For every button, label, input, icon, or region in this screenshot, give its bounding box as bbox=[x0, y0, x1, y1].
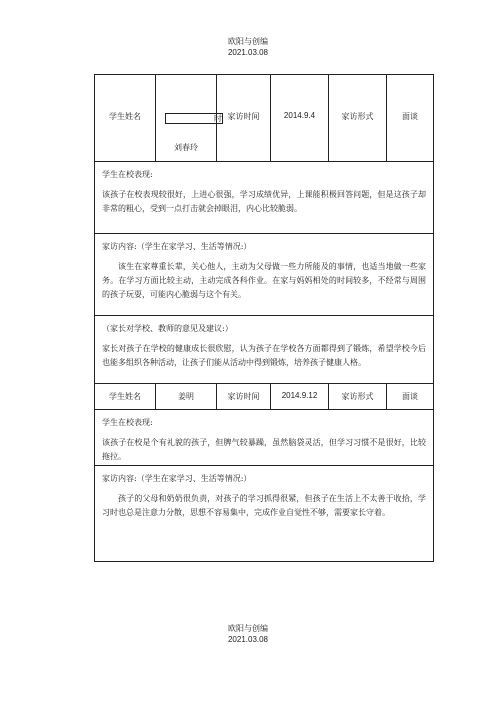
footer-brand: 欧阳与创编 bbox=[228, 624, 268, 633]
student-label-cell bbox=[95, 75, 155, 161]
visit-form: 面谈 bbox=[402, 112, 418, 121]
visit-content-label: 家访内容:（学生在家学习、生活等情况:） bbox=[102, 474, 252, 483]
parent-opinion-label: （家长对学校、教师的意见及建议:） bbox=[102, 324, 233, 333]
student-name: 姜明 bbox=[178, 392, 194, 401]
page-footer bbox=[0, 623, 496, 645]
visit-form-cell bbox=[386, 384, 433, 409]
visit-form-label: 家访形式 bbox=[341, 112, 374, 121]
visit-content-label: 家访内容:（学生在家学习、生活等情况:） bbox=[102, 242, 252, 251]
header-date: 2021.03.08 bbox=[227, 48, 269, 57]
visit-form-label: 家访形式 bbox=[341, 392, 374, 401]
name-box-char: 时 bbox=[214, 114, 222, 123]
home-visit-table bbox=[94, 74, 434, 562]
visit-time-label-cell bbox=[216, 384, 270, 409]
visit-form-label-cell bbox=[328, 384, 386, 409]
record1-info-row bbox=[95, 75, 433, 161]
record2-content-section bbox=[95, 465, 433, 561]
footer-date: 2021.03.08 bbox=[227, 635, 269, 644]
visit-time-label-cell bbox=[216, 75, 270, 161]
school-performance-label: 学生在校表现: bbox=[102, 170, 153, 179]
visit-time-cell bbox=[270, 384, 328, 409]
student-label: 学生姓名 bbox=[109, 392, 141, 401]
record1-school-section bbox=[95, 161, 433, 233]
visit-time-label: 家访时间 bbox=[227, 392, 260, 401]
record1-content-section bbox=[95, 233, 433, 315]
visit-time-label: 家访时间 bbox=[227, 112, 260, 121]
school-performance-text: 该孩子在校表现较很好，上进心很强，学习成绩优异，上课能积极回答问题，但是这孩子却非常的粗心，受到一点打击就会掉眼泪，内心比较脆弱。 bbox=[102, 190, 426, 213]
visit-time: 2014.9.4 bbox=[283, 111, 316, 120]
record2-school-section bbox=[95, 409, 433, 465]
visit-time-cell bbox=[270, 75, 328, 161]
student-name: 刘春玲 bbox=[174, 143, 198, 152]
parent-opinion-text: 家长对孩子在学校的健康成长很欣慰，认为孩子在学校各方面都得到了锻炼，希望学校今后也能多组织各种活动，让孩子们能从活动中得到锻炼，培养孩子健康人格。 bbox=[102, 344, 426, 367]
visit-form-label-cell bbox=[328, 75, 386, 161]
visit-form-cell bbox=[386, 75, 433, 161]
record1-opinion-section bbox=[95, 315, 433, 383]
school-performance-text: 该孩子在校是个有礼貌的孩子，但脾气较暴躁，虽然脑袋灵活，但学习习惯不是很好，比较拖拉。 bbox=[102, 438, 426, 461]
header-brand: 欧阳与创编 bbox=[228, 37, 268, 46]
visit-form: 面谈 bbox=[402, 392, 418, 401]
student-label: 学生姓名 bbox=[109, 112, 141, 121]
visit-content-text: 孩子的父母和奶奶很负责，对孩子的学习抓得很紧，但孩子在生活上不太善于收拾，学习时也总是注意力分散，思想不容易集中，完成作业自觉性不够，需要家长守着。 bbox=[102, 494, 426, 517]
student-label-cell bbox=[95, 384, 155, 409]
page-header bbox=[0, 36, 496, 58]
visit-time: 2014.9.12 bbox=[281, 391, 318, 400]
record2-info-row bbox=[95, 383, 433, 409]
name-field-box bbox=[165, 113, 223, 124]
student-name-cell bbox=[155, 384, 216, 409]
visit-content-text: 该生在家尊重长辈，关心他人，主动为父母做一些力所能及的事情，也适当地做一些家务。在学习方面比较主动，主动完成各科作业。在家与妈妈相处的时间较多，不经常与周围的孩子玩耍，可能内心脆弱与这个有关。 bbox=[102, 262, 426, 299]
school-performance-label: 学生在校表现: bbox=[102, 418, 153, 427]
